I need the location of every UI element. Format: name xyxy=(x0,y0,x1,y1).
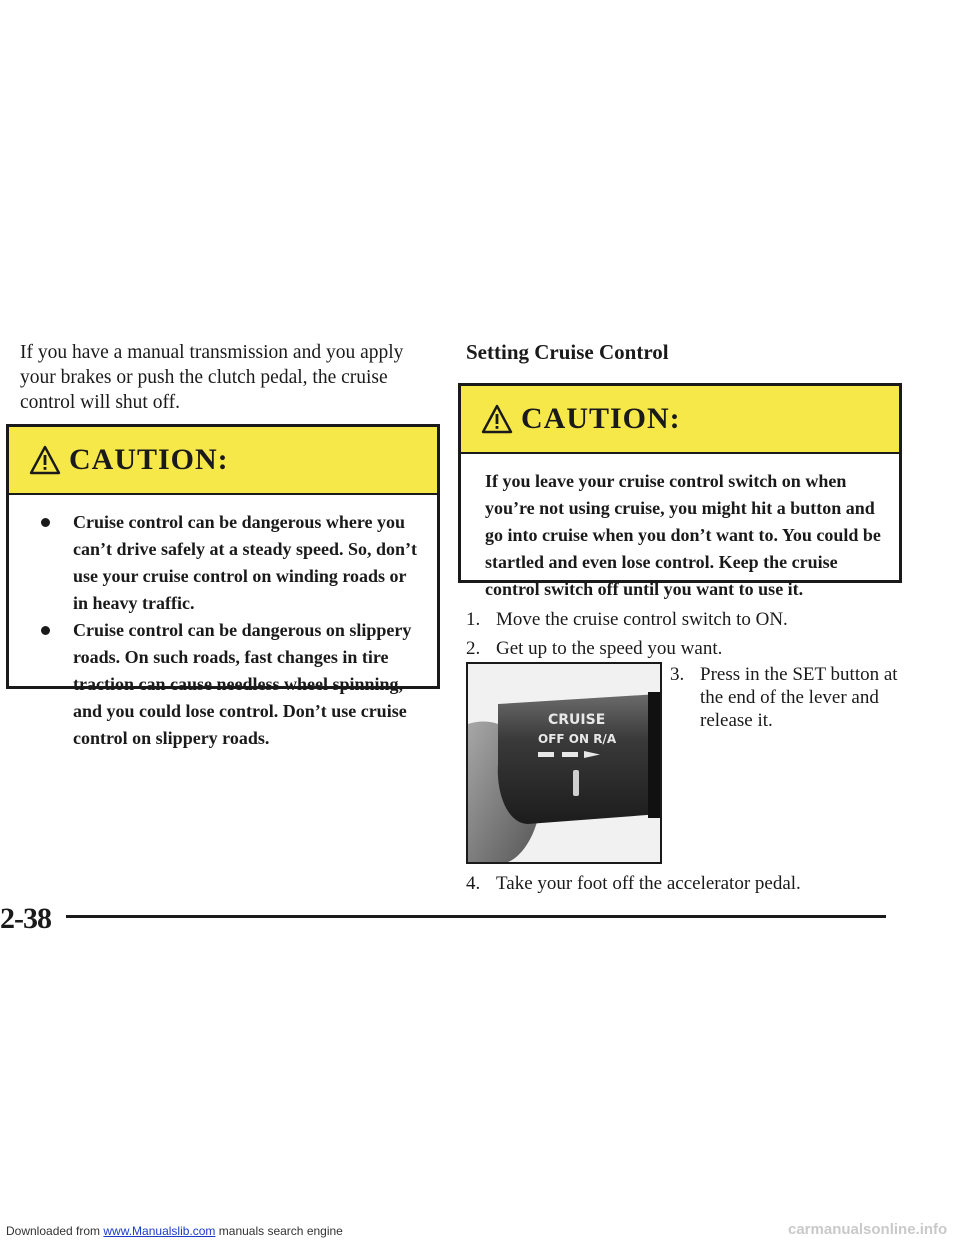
step-item xyxy=(466,871,906,896)
step-text: Take your foot off the accelerator pedal. xyxy=(496,873,801,894)
footer-rule xyxy=(66,915,886,918)
step-text: Press in the SET button at the end of the lever and release it. xyxy=(700,664,898,731)
lever-label-positions: OFF ON R/A xyxy=(538,732,617,746)
page-number: 2-38 xyxy=(0,902,51,935)
warning-triangle-icon xyxy=(29,445,61,475)
step-number: 1. xyxy=(466,609,481,630)
step-item xyxy=(466,636,906,661)
caution-body xyxy=(461,454,899,617)
download-prefix: Downloaded from xyxy=(6,1224,104,1238)
step-text: Move the cruise control switch to ON. xyxy=(496,609,788,630)
caution-item xyxy=(33,509,419,617)
step-item xyxy=(670,663,910,732)
download-suffix: manuals search engine xyxy=(215,1224,343,1238)
caution-box-left xyxy=(6,424,440,748)
intro-paragraph: If you have a manual transmission and you apply your brakes or push the clutch pedal, the cruise control will shut off. xyxy=(20,342,404,413)
caution-body xyxy=(9,495,437,766)
lever-label-cruise: CRUISE xyxy=(548,712,606,728)
caution-title: CAUTION: xyxy=(69,443,229,476)
caution-item xyxy=(33,617,419,752)
caution-list xyxy=(33,509,419,752)
caution-header xyxy=(461,386,899,454)
section-title: Setting Cruise Control xyxy=(466,340,669,364)
step-number: 4. xyxy=(466,873,481,894)
manualslib-link[interactable]: www.Manualslib.com xyxy=(103,1224,216,1238)
cruise-lever-illustration xyxy=(468,664,660,862)
bullet-icon xyxy=(41,518,50,527)
caution-title: CAUTION: xyxy=(521,402,681,435)
bullet-icon xyxy=(41,626,50,635)
caution-box-right xyxy=(458,383,902,599)
cruise-lever-photo xyxy=(466,662,662,864)
caution-item-text: Cruise control can be dangerous on slippery roads. On such roads, fast changes in tire traction can cause needless wheel spinning, and you could lose control. Don’t use cruise control on slippery roads. xyxy=(73,620,412,748)
watermark: carmanualsonline.info xyxy=(788,1221,948,1238)
caution-text: If you leave your cruise control switch on when you’re not using cruise, you might hit a button and go into cruise when you don’t want to. You could be startled and even lose control. Keep the cruise control switch off until you want to use it. xyxy=(485,471,881,599)
caution-header xyxy=(9,427,437,495)
step-text: Get up to the speed you want. xyxy=(496,638,723,659)
step-number: 3. xyxy=(670,664,685,685)
warning-triangle-icon xyxy=(481,404,513,434)
step-item xyxy=(466,607,906,632)
step-number: 2. xyxy=(466,638,481,659)
caution-item-text: Cruise control can be dangerous where you can’t drive safely at a steady speed. So, don’t use your cruise control on winding roads or in heavy traffic. xyxy=(73,512,417,613)
download-notice xyxy=(6,1224,343,1238)
